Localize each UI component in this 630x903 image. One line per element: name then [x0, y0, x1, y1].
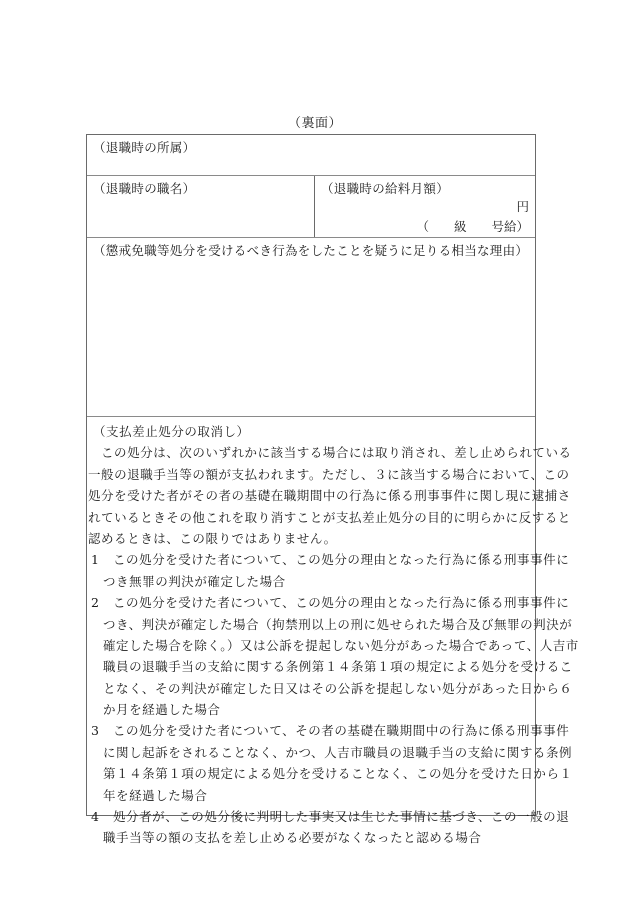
list-item-3: [87, 720, 570, 741]
item-line: この処分を受けた者について、この処分の理由となった行為に係る刑事事件に: [113, 595, 570, 611]
item-number: 2: [91, 595, 100, 611]
reason-row[interactable]: [87, 237, 535, 416]
page-heading: （裏面）: [287, 116, 342, 131]
salary-label: （退職時の給料月額）: [321, 181, 450, 196]
item-number: 1: [91, 552, 100, 568]
salary-grade-line: （ 級 号給）: [416, 219, 529, 234]
salary-cell[interactable]: [315, 176, 535, 237]
item-line: に関し起訴をされることなく、かつ、人吉市職員の退職手当の支給に関する条例: [103, 744, 573, 760]
affiliation-label: （退職時の所属）: [93, 140, 196, 155]
item-line: 処分者が、この処分後に判明した事実又は生じた事情に基づき、この一般の退: [113, 809, 570, 825]
position-label: （退職時の職名）: [93, 181, 196, 196]
item-line: 第１４条第１項の規定による処分を受けることなく、この処分を受けた日から１: [103, 766, 573, 782]
item-number: 3: [91, 723, 100, 739]
paragraph-line: 処分を受けた者がその者の基礎在職期間中の行為に係る刑事事件に関し現に逮捕さ: [88, 488, 571, 504]
item-number: 4: [91, 809, 100, 825]
position-cell[interactable]: [87, 176, 315, 237]
item-line: 確定した場合を除く。）又は公訴を提起しない処分があった場合であって、人吉市: [103, 637, 579, 653]
paragraph-line: れているときその他これを取り消すことが支払差止処分の目的に明らかに反すると: [88, 509, 571, 525]
item-line: つき、判決が確定した場合（拘禁刑以上の刑に処せられた場合及び無罪の判決が: [103, 616, 573, 632]
list-item-2: [87, 592, 570, 613]
item-line: つき無罪の判決が確定した場合: [103, 573, 286, 589]
item-line: 職手当等の額の支払を差し止める必要がなくなったと認める場合: [103, 830, 482, 846]
cancellation-title: （支払差止処分の取消し）: [93, 424, 250, 439]
form-table: [86, 134, 579, 846]
item-line: この処分を受けた者について、その者の基礎在職期間中の行為に係る刑事事件: [113, 723, 570, 739]
cancellation-row: [87, 416, 579, 846]
item-line: この処分を受けた者について、この処分の理由となった行為に係る刑事事件に: [113, 552, 570, 568]
affiliation-row[interactable]: [87, 135, 535, 175]
list-item-1: [87, 549, 570, 570]
item-line: となく、その判決が確定した日又はその公訴を提起しない処分があった日から６: [103, 680, 573, 696]
salary-unit: 円: [516, 199, 529, 214]
reason-label: （懲戒免職等処分を受けるべき行為をしたことを疑うに足りる相当な理由）: [93, 243, 529, 258]
cancellation-text: [87, 421, 579, 849]
item-line: 職員の退職手当の支給に関する条例第１４条第１項の規定による処分を受けるこ: [103, 659, 573, 675]
list-item-4: [87, 806, 570, 827]
item-line: 年を経過した場合: [103, 787, 208, 803]
position-salary-row: [87, 175, 535, 237]
paragraph-line: 一般の退職手当等の額が支払われます。ただし、３に該当する場合において、この: [88, 466, 570, 482]
paragraph-line: この処分は、次のいずれかに該当する場合には取り消され、差し止められている: [101, 445, 572, 461]
paragraph-line: 認めるときは、この限りではありません。: [88, 530, 337, 546]
item-line: か月を経過した場合: [103, 702, 221, 718]
